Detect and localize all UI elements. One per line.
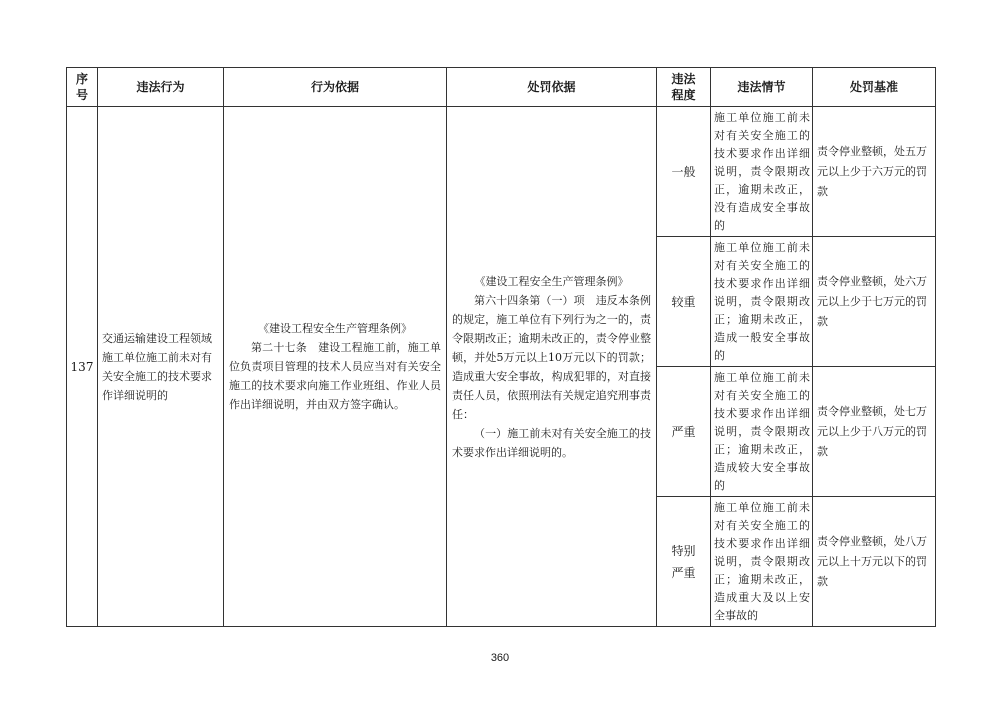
header-basis: 行为依据 [224, 68, 447, 107]
header-penalty-basis: 处罚依据 [447, 68, 657, 107]
sequence-number: 137 [67, 107, 98, 627]
degree-level: 特别 严重 [657, 497, 711, 627]
standard-text: 责令停业整顿，处八万元以上十万元以下的罚款 [813, 497, 936, 627]
penalty-article-item: （一）施工前未对有关安全施工的技术要求作出详细说明的。 [452, 426, 651, 459]
circumstance-text: 施工单位施工前未对有关安全施工的技术要求作出详细说明，责令限期改正；逾期未改正，造成一般安全事故的 [711, 237, 813, 367]
header-degree: 违法 程度 [657, 68, 711, 107]
header-row [67, 68, 936, 107]
header-circumstance: 违法情节 [711, 68, 813, 107]
header-seq: 序 号 [67, 68, 98, 107]
circumstance-text: 施工单位施工前未对有关安全施工的技术要求作出详细说明，责令限期改正，逾期未改正，没有造成安全事故的 [711, 107, 813, 237]
circumstance-text: 施工单位施工前未对有关安全施工的技术要求作出详细说明，责令限期改正；逾期未改正，造成较大安全事故的 [711, 367, 813, 497]
degree-level: 较重 [657, 237, 711, 367]
conduct-basis [224, 107, 447, 627]
violation-description: 交通运输建设工程领域施工单位施工前未对有关安全施工的技术要求作详细说明的 [98, 107, 224, 627]
table-row [67, 107, 936, 237]
penalty-regulation-title: 《建设工程安全生产管理条例》 [474, 274, 629, 288]
penalty-basis [447, 107, 657, 627]
degree-level: 严重 [657, 367, 711, 497]
header-standard: 处罚基准 [813, 68, 936, 107]
penalty-table [66, 67, 936, 627]
header-violation: 违法行为 [98, 68, 224, 107]
standard-text: 责令停业整顿，处五万元以上少于六万元的罚款 [813, 107, 936, 237]
circumstance-text: 施工单位施工前未对有关安全施工的技术要求作出详细说明，责令限期改正；逾期未改正，造成重大及以上安全事故的 [711, 497, 813, 627]
basis-article-text: 第二十七条 建设工程施工前，施工单位负责项目管理的技术人员应当对有关安全施工的技术要求向施工作业班组、作业人员作出详细说明，并由双方签字确认。 [229, 341, 441, 411]
degree-level: 一般 [657, 107, 711, 237]
standard-text: 责令停业整顿，处七万元以上少于八万元的罚款 [813, 367, 936, 497]
penalty-article-text: 第六十四条第（一）项 违反本条例的规定，施工单位有下列行为之一的，责令限期改正；逾期未改正的，责令停业整顿，并处5万元以上10万元以下的罚款；造成重大安全事故，构成犯罪的，对直接责任人员，依照刑法有关规定追究刑事责任： [452, 293, 651, 421]
basis-regulation-title: 《建设工程安全生产管理条例》 [258, 322, 412, 335]
page-number: 360 [490, 652, 510, 664]
standard-text: 责令停业整顿，处六万元以上少于七万元的罚款 [813, 237, 936, 367]
